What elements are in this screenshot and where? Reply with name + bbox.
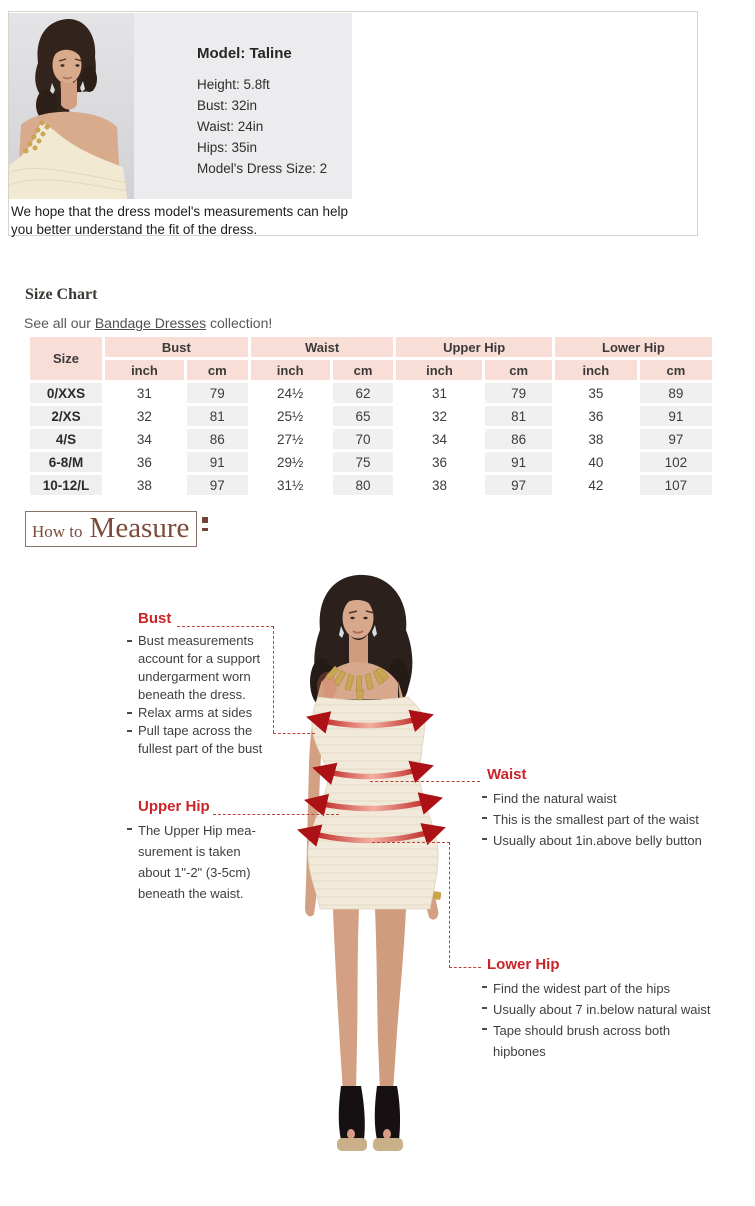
- value-cell: 36: [555, 406, 637, 426]
- value-cell: 91: [640, 406, 712, 426]
- value-cell: 81: [485, 406, 551, 426]
- value-cell: 91: [485, 452, 551, 472]
- how-to-measure-box: [25, 511, 197, 547]
- collection-prefix: See all our: [24, 315, 95, 331]
- waist-annotation: [480, 766, 710, 851]
- table-unit-header-row: [30, 360, 712, 380]
- col-header-lower-hip: Lower Hip: [555, 337, 712, 357]
- unit-header-inch: inch: [251, 360, 330, 380]
- value-cell: 35: [555, 383, 637, 403]
- bullet-item: Usually about 7 in.below natural waist: [480, 999, 718, 1020]
- bullet-item: Bust measurements account for a support undergarment worn beneath the dress.: [125, 632, 288, 704]
- collection-line: [24, 315, 272, 331]
- waist-label: Waist: [487, 766, 527, 783]
- value-cell: 32: [396, 406, 482, 426]
- model-stat-waist: Waist: 24in: [197, 119, 264, 134]
- unit-header-inch: inch: [396, 360, 482, 380]
- value-cell: 89: [640, 383, 712, 403]
- value-cell: 40: [555, 452, 637, 472]
- value-cell: 79: [187, 383, 248, 403]
- value-cell: 31: [105, 383, 184, 403]
- value-cell: 86: [187, 429, 248, 449]
- bullet-item: Find the natural waist: [480, 788, 708, 809]
- lower-hip-annotation: [480, 956, 720, 1062]
- model-stat-hips: Hips: 35in: [197, 140, 258, 155]
- size-cell: 10-12/L: [30, 475, 102, 495]
- unit-header-cm: cm: [187, 360, 248, 380]
- waist-bullet-list: [480, 788, 710, 851]
- unit-header-cm: cm: [485, 360, 551, 380]
- size-chart-table: [27, 334, 715, 498]
- value-cell: 86: [485, 429, 551, 449]
- lower-hip-label: Lower Hip: [487, 956, 560, 973]
- lower-hip-leader-line: [449, 842, 450, 968]
- value-cell: 75: [333, 452, 394, 472]
- model-stat-dress-size: Model's Dress Size: 2: [197, 161, 328, 176]
- lower-hip-leader-line: [372, 842, 450, 843]
- value-cell: 97: [640, 429, 712, 449]
- bullet-item: Pull tape across the fullest part of the bust: [125, 722, 288, 758]
- value-cell: 80: [333, 475, 394, 495]
- lower-hip-leader-line: [449, 967, 481, 968]
- table-row: [30, 406, 712, 426]
- value-cell: 79: [485, 383, 551, 403]
- model-note: We hope that the dress model's measurements can help you better understand the fit of the dress.: [11, 204, 349, 237]
- unit-header-inch: inch: [555, 360, 637, 380]
- value-cell: 31: [396, 383, 482, 403]
- unit-header-inch: inch: [105, 360, 184, 380]
- value-cell: 32: [105, 406, 184, 426]
- table-group-header-row: [30, 337, 712, 357]
- value-cell: 81: [187, 406, 248, 426]
- value-cell: 38: [555, 429, 637, 449]
- table-row: [30, 475, 712, 495]
- value-cell: 29½: [251, 452, 330, 472]
- col-header-upper-hip: Upper Hip: [396, 337, 551, 357]
- size-cell: 0/XXS: [30, 383, 102, 403]
- measurement-model-figure: [285, 562, 465, 1168]
- heading-how-to: How to: [32, 522, 83, 541]
- col-header-size: Size: [30, 337, 102, 380]
- waist-leader-line: [370, 781, 480, 782]
- bandage-dresses-link[interactable]: Bandage Dresses: [94, 315, 207, 331]
- model-stat-height: Height: 5.8ft: [197, 77, 270, 92]
- bullet-item: Relax arms at sides: [125, 704, 288, 722]
- value-cell: 62: [333, 383, 394, 403]
- bullet-item: The Upper Hip mea-surement is taken about 1"-2" (3-5cm) beneath the waist.: [125, 820, 260, 904]
- unit-header-cm: cm: [333, 360, 394, 380]
- value-cell: 27½: [251, 429, 330, 449]
- table-row: [30, 452, 712, 472]
- bullet-item: Usually about 1in.above belly button: [480, 830, 708, 851]
- bust-annotation: [125, 610, 291, 758]
- value-cell: 34: [396, 429, 482, 449]
- value-cell: 38: [105, 475, 184, 495]
- model-stat-bust: Bust: 32in: [197, 98, 258, 113]
- heading-colon-mark: [202, 517, 208, 531]
- upper-hip-bullet-list: [125, 820, 265, 904]
- value-cell: 97: [187, 475, 248, 495]
- bullet-item: This is the smallest part of the waist: [480, 809, 708, 830]
- value-cell: 42: [555, 475, 637, 495]
- bust-bullet-list: [125, 632, 291, 758]
- value-cell: 107: [640, 475, 712, 495]
- value-cell: 25½: [251, 406, 330, 426]
- size-chart-heading: Size Chart: [25, 286, 98, 303]
- value-cell: 102: [640, 452, 712, 472]
- value-cell: 91: [187, 452, 248, 472]
- value-cell: 24½: [251, 383, 330, 403]
- table-row: [30, 383, 712, 403]
- bullet-item: Find the widest part of the hips: [480, 978, 718, 999]
- heading-measure: Measure: [89, 512, 190, 544]
- unit-header-cm: cm: [640, 360, 712, 380]
- collection-suffix: collection!: [206, 315, 273, 331]
- value-cell: 65: [333, 406, 394, 426]
- upper-hip-annotation: [125, 798, 265, 904]
- model-info-panel: [134, 13, 352, 199]
- value-cell: 70: [333, 429, 394, 449]
- table-row: [30, 429, 712, 449]
- upper-hip-label: Upper Hip: [138, 798, 210, 815]
- how-to-measure-heading: [25, 511, 208, 547]
- col-header-waist: Waist: [251, 337, 394, 357]
- size-cell: 4/S: [30, 429, 102, 449]
- value-cell: 97: [485, 475, 551, 495]
- model-photo: [9, 13, 134, 199]
- value-cell: 34: [105, 429, 184, 449]
- bust-label: Bust: [138, 610, 172, 627]
- model-info-box: [8, 11, 698, 236]
- model-name-title: Model: Taline: [197, 45, 292, 62]
- size-cell: 2/XS: [30, 406, 102, 426]
- lower-hip-bullet-list: [480, 978, 720, 1062]
- bullet-item: Tape should brush across both hipbones: [480, 1020, 718, 1062]
- value-cell: 36: [396, 452, 482, 472]
- value-cell: 36: [105, 452, 184, 472]
- value-cell: 38: [396, 475, 482, 495]
- size-cell: 6-8/M: [30, 452, 102, 472]
- value-cell: 31½: [251, 475, 330, 495]
- col-header-bust: Bust: [105, 337, 248, 357]
